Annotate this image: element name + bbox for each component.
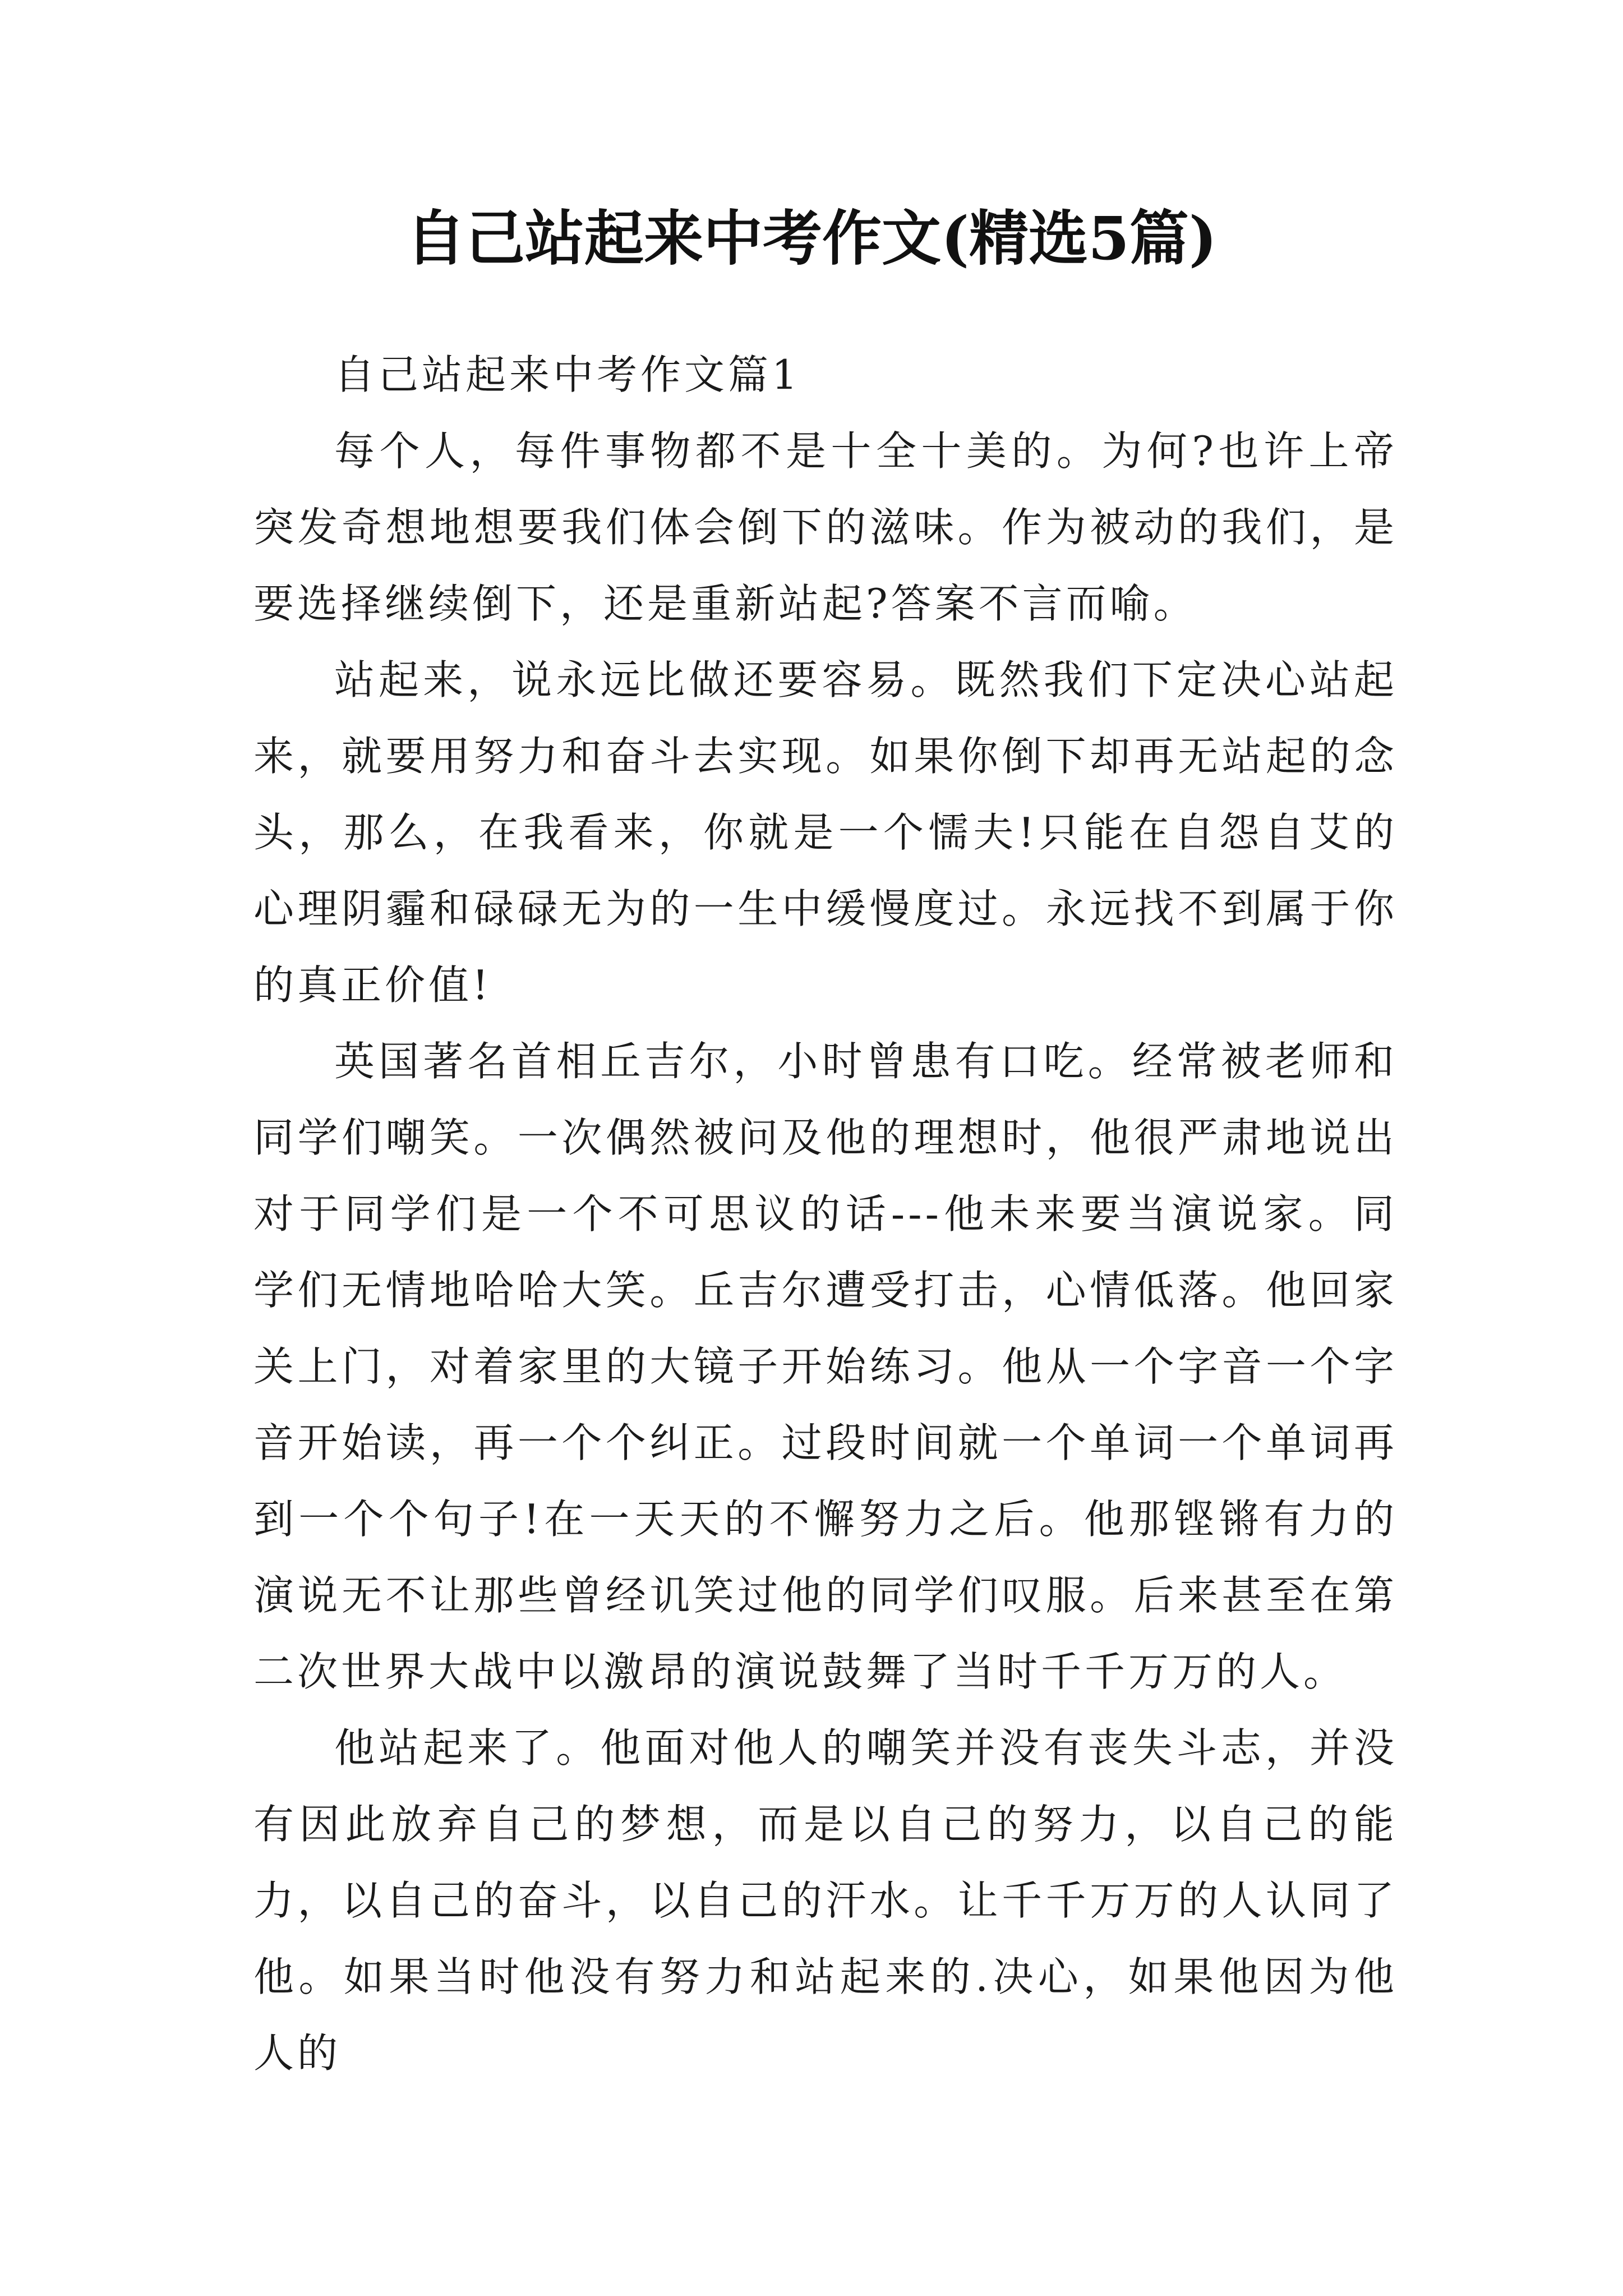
document-body: [253, 337, 1398, 2091]
paragraph-4: 他站起来了。他面对他人的嘲笑并没有丧失斗志，并没有因此放弃自己的梦想，而是以自己的努力，以自己的能力，以自己的奋斗，以自己的汗水。让千千万万的人认同了他。如果当时他没有努力和站起来的.决心，如果他因为他人的: [253, 1724, 1398, 2077]
paragraph-1: 每个人，每件事物都不是十全十美的。为何?也许上帝突发奇想地想要我们体会倒下的滋味。作为被动的我们，是要选择继续倒下，还是重新站起?答案不言而喻。: [253, 427, 1398, 627]
section-heading: 自己站起来中考作文篇1: [334, 351, 801, 398]
document-title: 自己站起来中考作文(精选5篇): [405, 203, 1218, 273]
paragraph-2: 站起来，说永远比做还要容易。既然我们下定决心站起来，就要用努力和奋斗去实现。如果你倒下却再无站起的念头，那么，在我看来，你就是一个懦夫!只能在自怨自艾的心理阴霾和碌碌无为的一生中缓慢度过。永远找不到属于你的真正价值!: [253, 656, 1398, 1009]
paragraph-3: 英国著名首相丘吉尔，小时曾患有口吃。经常被老师和同学们嘲笑。一次偶然被问及他的理想时，他很严肃地说出对于同学们是一个不可思议的话---他未来要当演说家。同学们无情地哈哈大笑。丘吉尔遭受打击，心情低落。他回家关上门，对着家里的大镜子开始练习。他从一个字音一个字音开始读，再一个个纠正。过段时间就一个单词一个单词再到一个个句子!在一天天的不懈努力之后。他那铿锵有力的演说无不让那些曾经讥笑过他的同学们叹服。后来甚至在第二次世界大战中以激昂的演说鼓舞了当时千千万万的人。: [253, 1038, 1398, 1695]
